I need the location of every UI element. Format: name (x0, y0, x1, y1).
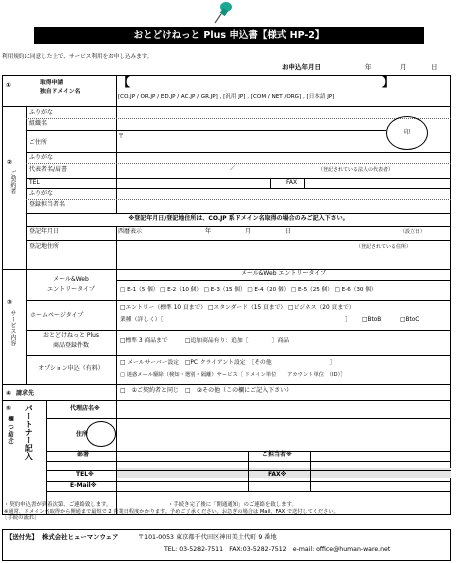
section2-vertical-label: ご契約者 (8, 170, 16, 194)
partner-email-label: E-Mail※ (70, 482, 97, 489)
notes-heading: ［手続の流れ］ (2, 515, 40, 521)
fax-label: FAX (286, 179, 298, 186)
plus-label-a: おとどけねっと Plus (42, 332, 100, 339)
staff-label: 登録担当者名 (29, 201, 66, 208)
mail-type-title: メール&Web エントリータイプ (240, 270, 327, 277)
reg-date-note: （設立日） (400, 229, 426, 235)
reg-address-note: （登記されている住所） (356, 244, 412, 250)
rep-slash: ／ (230, 165, 237, 172)
furigana-label-3: ふりがな (29, 190, 54, 197)
send-to-label: 【送付先】 (6, 533, 38, 541)
domain-label-a: 取得申請 (40, 80, 64, 86)
registration-notice: ※登記年月日/登記地住所は、CO.JP 系ドメイン名取得の場合のみご記入下さい。 (128, 215, 349, 222)
reg-year: 年 (205, 228, 212, 235)
reg-date-label: 登記年月日 (29, 228, 60, 235)
partner-stamp-mark (86, 421, 116, 447)
billing-label: 請求先 (16, 390, 35, 397)
domain-types: [CO.JP / OR.JP / ED.JP / AC.JP / GR.JP] , [汎用 JP] , [COM / NET /ORG] , [日本語 JP] (118, 94, 335, 100)
industry-detail-close: ］ (345, 317, 351, 323)
section5-sub-label: 欄（ご紹介） (7, 416, 14, 448)
apply-month-label: 月 (400, 63, 407, 71)
partner-staff-label: ご担当者※ (262, 451, 292, 458)
section2-number: ② (7, 159, 13, 166)
domain-bracket-open: 【 (118, 75, 131, 89)
form-title: おとどけねっと Plus 申込書【様式 HP-2】 (34, 27, 424, 44)
mail-label-b: エントリータイプ (47, 286, 95, 293)
option-line-2[interactable]: □ 迷惑メール駆除（検知・選別・隔離）サービス［ ドメイン単位 アカウント単位 （ID）］ (120, 372, 346, 378)
plus-label-b: 商品登録件数 (52, 342, 89, 349)
btob-checkbox[interactable]: □BtoB (362, 317, 382, 323)
industry-detail-label: 業種（詳しく）［ (120, 317, 164, 323)
pushpin-icon (212, 0, 234, 24)
notes-line-1: ・契約申込書が到着次第、ご連絡致します。 ・手続き完了後に「開通通知」のご連絡を致します。 (4, 502, 297, 508)
section5-vertical-label: パートナー記入 (24, 404, 34, 460)
furigana-label-1: ふりがな (29, 109, 54, 116)
btoc-checkbox[interactable]: □BtoC (400, 317, 420, 323)
address-label: ご住所 (29, 139, 48, 146)
partner-address-label: 住所 (76, 431, 89, 438)
reg-address-label: 登記地住所 (29, 243, 60, 250)
option-line-1[interactable]: □ メールサーバー設定 □PC クライアント設定 ［その他 ］ (120, 360, 336, 366)
apply-year-label: 年 (365, 63, 372, 71)
section3-vertical-label: サービス内容 (8, 310, 16, 346)
partner-tel-label: TEL※ (76, 471, 94, 478)
dept-label: 部署 (77, 451, 90, 458)
rep-note: （登記されている法人の代表者） (318, 167, 394, 173)
company-label: 組織名 (29, 120, 48, 127)
era-label: 西暦表示 (118, 228, 143, 235)
postal-mark: 〒 (118, 133, 125, 140)
partner-fax-label: FAX※ (268, 471, 287, 478)
tel-label: TEL (29, 179, 40, 186)
homepage-label: ホームページタイプ (30, 312, 84, 319)
form-frame (2, 75, 451, 515)
section3-number: ③ (7, 299, 13, 306)
domain-label-b: 独自ドメイン名 (40, 89, 81, 95)
option-label: オプション申込（有料） (38, 365, 104, 372)
send-address: 〒101-0053 東京都千代田区神田美土代町 9 番地 (138, 534, 277, 541)
apply-day-label: 日 (431, 63, 438, 71)
section1-number: ① (6, 82, 12, 89)
plus-options[interactable]: □標準 3 商品まで □追加商品有り：追加［ ］商品 (120, 338, 290, 344)
send-company: 株式会社ヒューマンウェア (42, 533, 119, 541)
furigana-label-2: ふりがな (29, 154, 54, 161)
seal-stamp-area[interactable]: 印 (386, 116, 428, 150)
agent-name-label: 代理店名※ (70, 405, 100, 412)
representative-label: 代表者名/肩書 (29, 166, 68, 173)
notes-line-2: ※通常、ドメイン名取得から開通まで最短で 2 営業日程度かかります。予めご了承ください。お急ぎの場合は Mail、FAX で送付してください。 (4, 509, 339, 515)
apply-date-label: お申込年月日 (282, 63, 321, 71)
section5-number: ⑤ (6, 405, 12, 412)
reg-day: 日 (285, 228, 292, 235)
billing-options[interactable]: □ ①ご契約者と同じ □ ②その他（この欄にご記入下さい） (120, 387, 293, 394)
mail-label-a: メール&Web (53, 276, 89, 283)
mail-options[interactable]: □ E-1（5 個） □ E-2（10 個） □ E-3（15 個） □ E-4（20 個） □ E-5（25 個） □ E-6（30 個） (120, 287, 377, 293)
homepage-options[interactable]: □エントリー（標準 10 頁まで） □スタンダード（15 頁まで） □ビジネス（20 頁まで） (120, 305, 355, 311)
reg-month: 月 (245, 228, 252, 235)
agreement-text: 利用規約に同意した上で、サービス利用をお申し込みます。 (2, 54, 153, 60)
send-contact: TEL: 03-5282-7511 FAX:03-5282-7512 e-mail: office@human-ware.net (164, 546, 391, 553)
section4-number: ④ (6, 390, 12, 397)
domain-bracket-close: 】 (382, 75, 395, 89)
